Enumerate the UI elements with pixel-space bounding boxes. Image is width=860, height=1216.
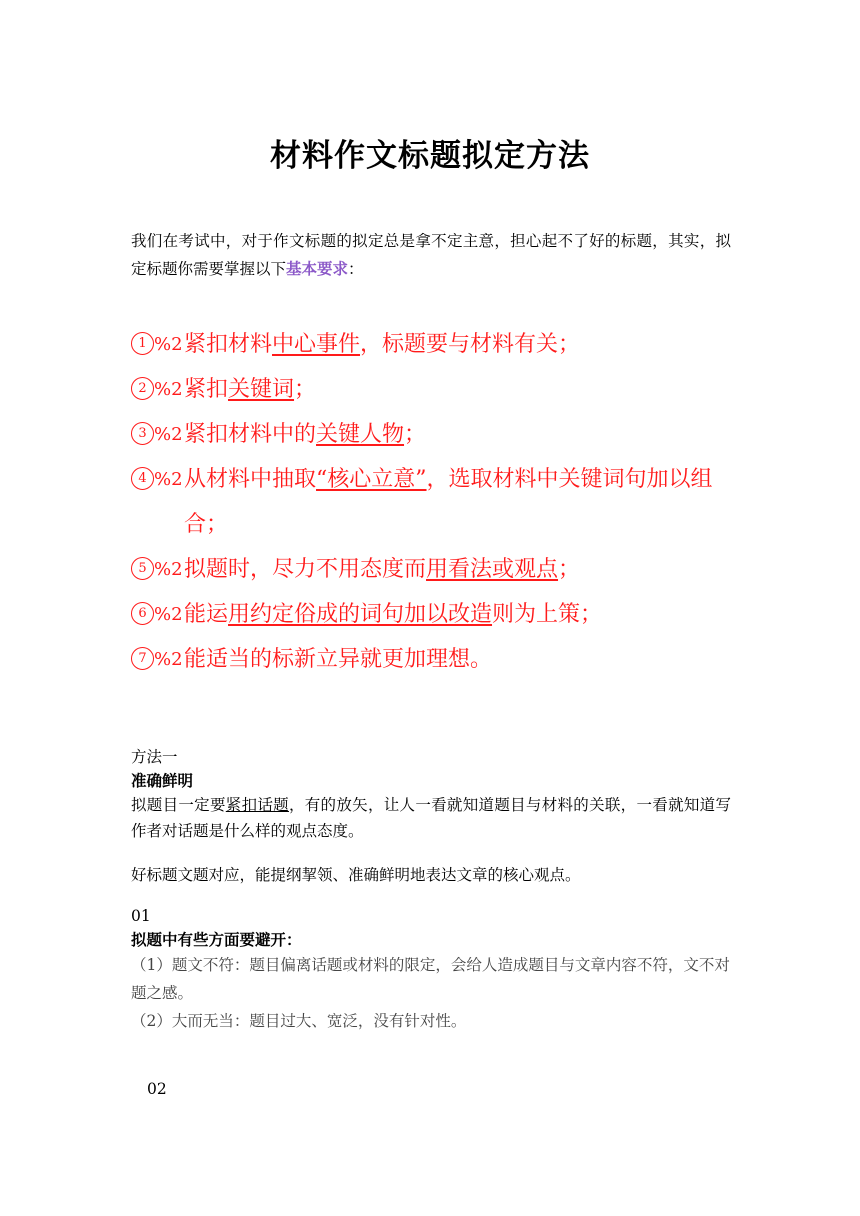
intro-paragraph <box>131 228 731 283</box>
field-code: %2 <box>154 469 183 490</box>
field-code: %2 <box>154 334 183 355</box>
requirement-text-end: ； <box>558 557 581 582</box>
requirement-text: 能适当的标新立异就更加理想。 <box>184 647 493 672</box>
method-keyword: 紧扣话题 <box>225 796 289 814</box>
method-paragraph-text: 拟题目一定要 <box>131 796 226 814</box>
requirement-text-end: ，选取材料中关键词句加以组合； <box>184 467 713 537</box>
section-number: 01 <box>131 907 151 925</box>
list-item: （1）题文不符：题目偏离话题或材料的限定，会给人造成题目与文章内容不符，文不对题之感。 <box>131 956 730 1002</box>
requirement-item <box>131 547 741 592</box>
requirement-keyword: “核心立意” <box>316 467 427 492</box>
requirement-text-end: ； <box>294 377 317 402</box>
requirement-text: 能运 <box>184 602 229 627</box>
section-01 <box>131 905 731 1035</box>
requirement-item <box>131 412 741 457</box>
method-summary: 好标题文题对应，能提纲挈领、准确鲜明地表达文章的核心观点。 <box>131 866 581 884</box>
requirement-item <box>131 322 741 367</box>
list-item: （2）大而无当：题目过大、宽泛，没有针对性。 <box>131 1012 467 1030</box>
field-code: %2 <box>154 559 183 580</box>
circled-number: 6 <box>131 602 154 625</box>
circled-number: 3 <box>131 422 154 445</box>
circled-number: 2 <box>131 377 154 400</box>
field-code: %2 <box>154 649 183 670</box>
page-title: 材料作文标题拟定方法 <box>270 138 590 174</box>
circled-number: 7 <box>131 647 154 670</box>
circled-number: 1 <box>131 332 154 355</box>
requirement-keyword: 关键人物 <box>316 422 405 447</box>
requirement-keyword: 关键词 <box>228 377 295 402</box>
requirement-item <box>131 592 741 637</box>
section-heading: 拟题中有些方面要避开： <box>131 930 302 949</box>
field-code: %2 <box>154 424 183 445</box>
field-code: %2 <box>154 379 183 400</box>
method-heading: 方法一 <box>131 748 178 766</box>
circled-number: 5 <box>131 557 154 580</box>
method-one-section <box>131 746 731 887</box>
requirements-list <box>131 322 741 682</box>
method-paragraph <box>131 792 731 844</box>
intro-text: 我们在考试中，对于作文标题的拟定总是拿不定主意，担心起不了好的标题，其实，拟定标题你需要掌握以下 <box>131 232 731 278</box>
intro-tail: ： <box>348 260 364 278</box>
requirement-text-end: ，标题要与材料有关； <box>360 332 581 357</box>
requirement-item <box>131 457 741 547</box>
method-paragraph-text-end: ，有的放矢，让人一看就知道题目与材料的关联，一看就知道写作者对话题是什么样的观点态度。 <box>131 796 731 840</box>
requirement-text: 紧扣材料 <box>184 332 273 357</box>
requirement-text: 拟题时，尽力不用态度而 <box>184 557 427 582</box>
requirement-keyword: 用看法或观点 <box>426 557 559 582</box>
method-subheading: 准确鲜明 <box>131 771 194 790</box>
requirement-text: 从材料中抽取 <box>184 467 317 492</box>
circled-number: 4 <box>131 467 154 490</box>
requirement-item <box>131 637 741 682</box>
requirement-text-end: ； <box>404 422 427 447</box>
section-02-number: 02 <box>147 1080 167 1098</box>
requirement-keyword: 中心事件 <box>272 332 361 357</box>
requirement-item <box>131 367 741 412</box>
requirement-text: 紧扣材料中的 <box>184 422 317 447</box>
requirement-keyword: 用约定俗成的词句加以改造 <box>228 602 493 627</box>
field-code: %2 <box>154 604 183 625</box>
intro-highlight: 基本要求 <box>286 259 349 278</box>
requirement-text: 紧扣 <box>184 377 229 402</box>
requirement-text-end: 则为上策； <box>492 602 603 627</box>
